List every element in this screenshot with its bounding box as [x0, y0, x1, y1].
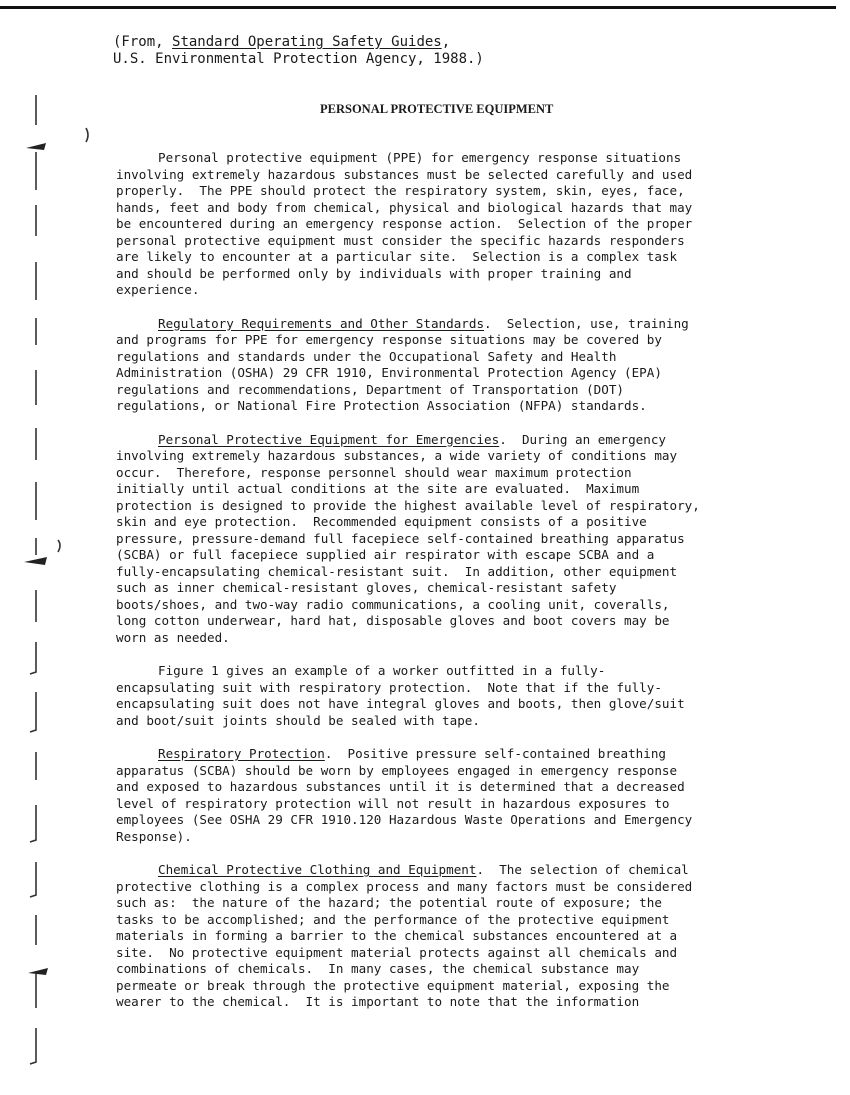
paragraph-respiratory-protection [116, 746, 806, 845]
paragraph-chemical-protective-clothing [116, 862, 806, 1011]
text-line: level of respiratory protection will not result in hazardous exposures to [116, 795, 670, 811]
section-heading: Chemical Protective Clothing and Equipment [158, 862, 477, 877]
text-line: materials in forming a barrier to the chemical substances encountered at a [116, 928, 678, 943]
text-line: long cotton underwear, hard hat, disposable gloves and boot covers may be [116, 613, 670, 628]
text-line: and programs for PPE for emergency response situations may be covered by [116, 332, 662, 347]
text-line: worn as needed. [116, 629, 230, 645]
text-line: apparatus (SCBA) should be worn by employees engaged in emergency response [116, 762, 678, 778]
source-line-2: U.S. Environmental Protection Agency, 1988.) [113, 51, 484, 67]
text-line: personal protective equipment must consider the specific hazards responders [116, 232, 685, 248]
text-line: Personal protective equipment (PPE) for emergency response situations [158, 150, 682, 165]
text-line: properly. The PPE should protect the respiratory system, skin, eyes, face, [116, 183, 685, 198]
text-line: . During an emergency [499, 431, 667, 447]
text-line: . The selection of chemical [476, 862, 689, 877]
paragraph-regulatory-requirements [116, 316, 806, 415]
text-line: boots/shoes, and two-way radio communications, a cooling unit, coveralls, [116, 596, 670, 612]
text-line: hands, feet and body from chemical, physical and biological hazards that may [116, 199, 693, 215]
text-line: encapsulating suit does not have integral gloves and boots, then glove/suit [116, 696, 685, 711]
text-line: initially until actual conditions at the site are evaluated. Maximum [116, 481, 640, 496]
text-line: protective clothing is a complex process and many factors must be considered [116, 878, 693, 894]
text-line: permeate or break through the protective equipment material, exposing the [116, 977, 670, 993]
text-line: pressure, pressure-demand full facepiece self-contained breathing apparatus [116, 530, 685, 546]
paragraph-ppe-emergencies [116, 432, 806, 647]
section-heading: Personal Protective Equipment for Emergencies [158, 431, 500, 447]
text-line: and exposed to hazardous substances until it is determined that a decreased [116, 779, 685, 794]
paragraph-figure-reference [116, 663, 806, 729]
text-line: Response). [116, 828, 192, 844]
text-line: Administration (OSHA) 29 CFR 1910, Environmental Protection Agency (EPA) [116, 365, 662, 380]
source-publication: Standard Operating Safety Guides [172, 34, 442, 50]
text-line: combinations of chemicals. In many cases, the chemical substance may [116, 961, 640, 976]
section-heading: Respiratory Protection [158, 746, 325, 761]
document-body [116, 150, 806, 1028]
page-title: PERSONAL PROTECTIVE EQUIPMENT [320, 102, 554, 116]
text-line: employees (See OSHA 29 CFR 1910.120 Hazardous Waste Operations and Emergency [116, 812, 693, 827]
text-line: . Selection, use, training [484, 315, 689, 331]
text-line: Figure 1 gives an example of a worker outfitted in a fully- [158, 663, 606, 678]
binder-marks [0, 0, 100, 1095]
text-line: involving extremely hazardous substances must be selected carefully and used [116, 166, 693, 182]
paragraph-intro [116, 150, 806, 299]
source-prefix: (From, [113, 34, 173, 50]
text-line: and boot/suit joints should be sealed with tape. [116, 712, 480, 728]
text-line: regulations, or National Fire Protection Association (NFPA) standards. [116, 398, 647, 413]
source-citation [113, 34, 484, 68]
source-suffix: , [441, 34, 451, 50]
text-line: site. No protective equipment material protects against all chemicals and [116, 944, 678, 960]
text-line: regulations and standards under the Occupational Safety and Health [116, 348, 617, 364]
text-line: involving extremely hazardous substances, a wide variety of conditions may [116, 448, 678, 463]
text-line: fully-encapsulating chemical-resistant suit. In addition, other equipment [116, 563, 678, 579]
text-line: are likely to encounter at a particular site. Selection is a complex task [116, 249, 678, 264]
text-line: protection is designed to provide the highest available level of respiratory, [116, 497, 700, 513]
text-line: such as: the nature of the hazard; the potential route of exposure; the [116, 895, 662, 910]
text-line: . Positive pressure self-contained breathing [324, 746, 667, 761]
text-line: encapsulating suit with respiratory protection. Note that if the fully- [116, 679, 662, 695]
text-line: wearer to the chemical. It is important to note that the information [116, 994, 640, 1009]
text-line: occur. Therefore, response personnel should wear maximum protection [116, 464, 632, 480]
text-line: such as inner chemical-resistant gloves, chemical-resistant safety [116, 580, 617, 595]
text-line: and should be performed only by individuals with proper training and [116, 265, 632, 281]
text-line: experience. [116, 282, 200, 297]
text-line: (SCBA) or full facepiece supplied air respirator with escape SCBA and a [116, 547, 655, 562]
text-line: skin and eye protection. Recommended equipment consists of a positive [116, 514, 647, 529]
top-rule [0, 6, 836, 9]
text-line: be encountered during an emergency response action. Selection of the proper [116, 216, 693, 231]
text-line: regulations and recommendations, Department of Transportation (DOT) [116, 381, 624, 397]
section-heading: Regulatory Requirements and Other Standards [158, 315, 485, 331]
text-line: tasks to be accomplished; and the performance of the protective equipment [116, 911, 670, 927]
